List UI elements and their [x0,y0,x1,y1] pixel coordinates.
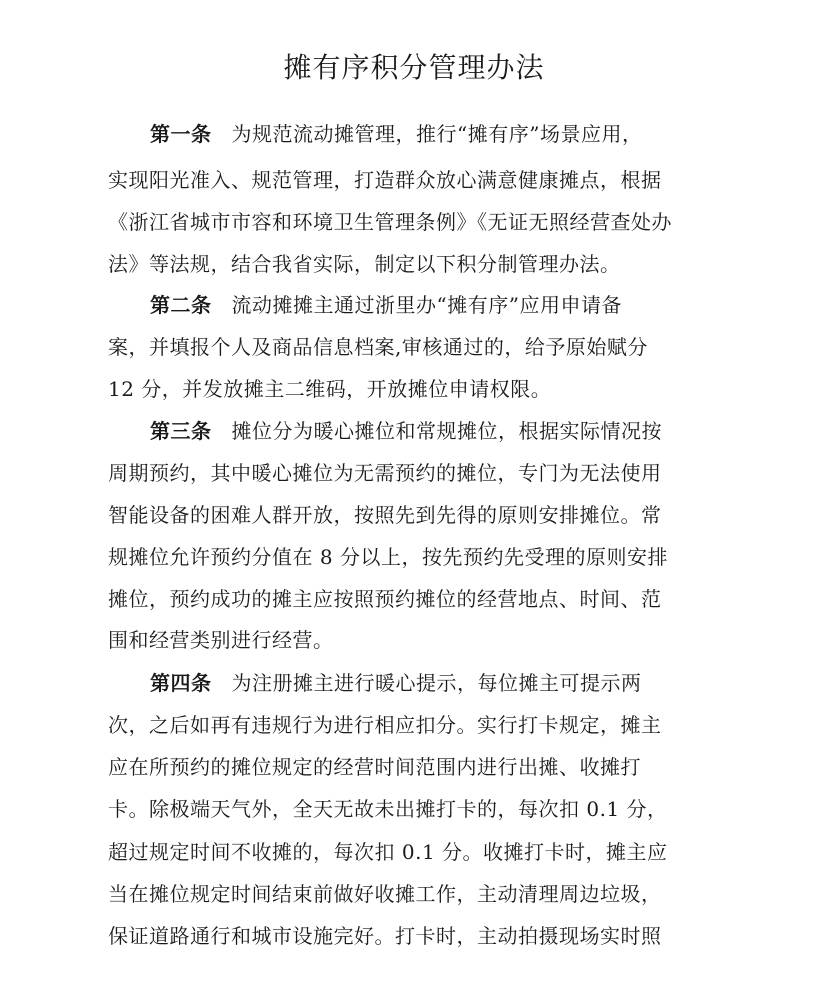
article-4-line-1 [150,669,642,697]
article-text: 流动摊摊主通过浙里办“摊有序”应用申请备 [231,293,622,317]
article-heading: 第一条 [150,122,212,146]
article-text: 为规范流动摊管理，推行“摊有序”场景应用， [231,122,643,146]
article-4-line-5: 超过规定时间不收摊的，每次扣 0.1 分。收摊打卡时，摊主应 [108,840,668,864]
article-3-line-3: 智能设备的困难人群开放，按照先到先得的原则安排摊位。常 [108,503,662,527]
article-3-line-5: 摊位，预约成功的摊主应按照预约摊位的经营地点、时间、范 [108,587,662,611]
article-heading: 第三条 [150,419,212,443]
article-3-line-1 [150,417,662,445]
article-heading: 第二条 [150,293,212,317]
article-2-line-3: 12 分，并发放摊主二维码，开放摊位申请权限。 [108,377,552,401]
article-1-line-4: 法》等法规，结合我省实际，制定以下积分制管理办法。 [108,252,621,276]
article-4-line-7: 保证道路通行和城市设施完好。打卡时，主动拍摄现场实时照 [108,924,662,948]
article-1-line-3: 《浙江省城市市容和环境卫生管理条例》《无证无照经营查处办 [108,210,672,234]
document-title: 摊有序积分管理办法 [283,51,545,84]
article-3-line-2: 周期预约，其中暖心摊位为无需预约的摊位，专门为无法使用 [108,461,662,485]
article-text: 摊位分为暖心摊位和常规摊位，根据实际情况按 [231,419,662,443]
article-4-line-6: 当在摊位规定时间结束前做好收摊工作，主动清理周边垃圾， [108,882,662,906]
article-4-line-2: 次，之后如再有违规行为进行相应扣分。实行打卡规定，摊主 [108,713,662,737]
article-3-line-6: 围和经营类别进行经营。 [108,628,334,652]
article-4-line-4: 卡。除极端天气外，全天无故未出摊打卡的，每次扣 0.1 分， [108,797,668,821]
article-1-line-2: 实现阳光准入、规范管理，打造群众放心满意健康摊点，根据 [108,168,662,192]
article-3-line-4: 规摊位允许预约分值在 8 分以上，按先预约先受理的原则安排 [108,545,668,569]
article-text: 为注册摊主进行暖心提示，每位摊主可提示两 [231,671,642,695]
article-1-line-1 [150,120,642,148]
article-2-line-2: 案，并填报个人及商品信息档案,审核通过的，给予原始赋分 [108,335,648,359]
article-heading: 第四条 [150,671,212,695]
article-2-line-1 [150,291,622,319]
article-4-line-3: 应在所预约的摊位规定的经营时间范围内进行出摊、收摊打 [108,755,641,779]
